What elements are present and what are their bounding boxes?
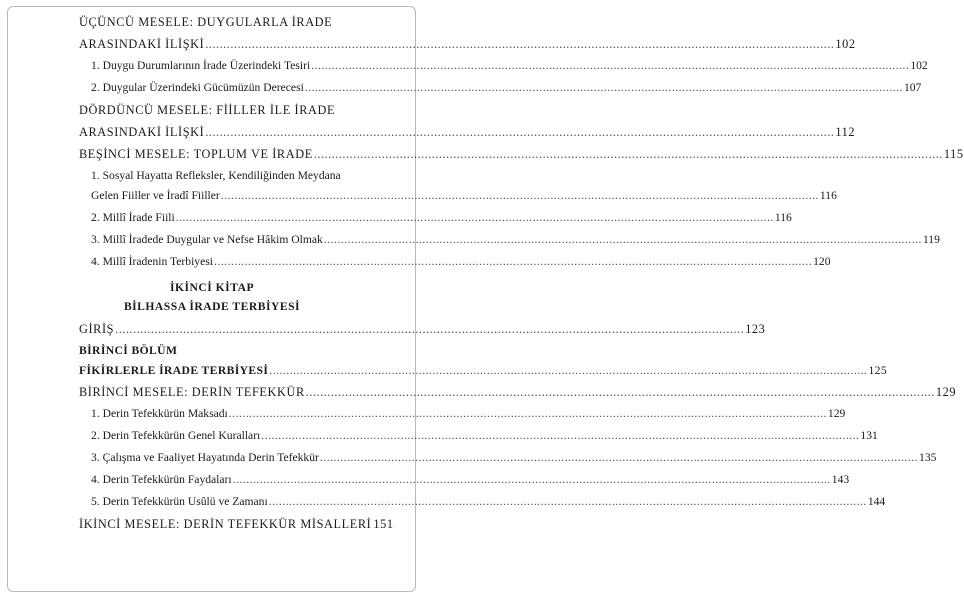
dot-leader: ................................................................................................................................................................................ — [268, 495, 867, 508]
toc-entry-title: 5. Derin Tefekkürün Usûlü ve Zamanı — [91, 495, 268, 508]
toc-entry[interactable] — [91, 407, 846, 420]
dot-leader: ................................................................................................................................................................................ — [213, 255, 813, 268]
toc-entry[interactable] — [91, 59, 928, 72]
toc-page-number: 135 — [919, 451, 937, 464]
toc-page-number: 120 — [813, 255, 831, 268]
toc-entry-title: 1. Sosyal Hayatta Refleksler, Kendiliğinden Meydana — [91, 169, 341, 182]
toc-page-number: 123 — [745, 322, 766, 336]
toc-entry-title: BEŞİNCİ MESELE: TOPLUM VE İRADE — [79, 147, 313, 161]
dot-leader: ................................................................................................................................................................................ — [319, 451, 919, 464]
dot-leader: ................................................................................................................................................................................ — [205, 37, 835, 51]
toc-entry[interactable] — [79, 364, 888, 377]
toc-entry[interactable] — [91, 211, 792, 224]
toc-entry-title: 3. Millî İradede Duygular ve Nefse Hâkim Olmak — [91, 233, 323, 246]
toc-entry-title: FİKİRLERLE İRADE TERBİYESİ — [79, 364, 269, 377]
toc-page-number: 116 — [819, 189, 837, 202]
toc-entry-title: 3. Çalışma ve Faaliyet Hayatında Derin Tefekkür — [91, 451, 319, 464]
dot-leader: ................................................................................................................................................................................ — [313, 147, 943, 161]
toc-entry-title: 1. Derin Tefekkürün Maksadı — [91, 407, 228, 420]
toc-entry[interactable] — [91, 189, 837, 202]
toc-entry[interactable] — [91, 81, 922, 94]
toc-entry[interactable] — [91, 255, 831, 268]
dot-leader: ................................................................................................................................................................................ — [175, 211, 774, 224]
toc-entry[interactable] — [79, 125, 856, 139]
dot-leader: ................................................................................................................................................................................ — [115, 322, 745, 336]
toc-page-number: 112 — [835, 125, 856, 139]
toc-entry[interactable] — [79, 322, 766, 336]
toc-page-number: 131 — [860, 429, 878, 442]
toc-entry-title: ARASINDAKİ İLİŞKİ — [79, 37, 205, 51]
toc-entry[interactable] — [79, 147, 964, 161]
toc-page-number: 102 — [910, 59, 928, 72]
toc-entry-title: ARASINDAKİ İLİŞKİ — [79, 125, 205, 139]
dot-leader: ................................................................................................................................................................................ — [304, 81, 903, 94]
toc-page-number: 102 — [835, 37, 856, 51]
toc-entry-title: BİRİNCİ BÖLÜM — [79, 344, 178, 357]
toc-page-number: 115 — [943, 147, 964, 161]
toc-page-number: 143 — [831, 473, 850, 486]
dot-leader: ................................................................................................................................................................................ — [311, 59, 910, 72]
toc-page-number: 144 — [867, 495, 886, 508]
toc-page-number: 119 — [922, 233, 940, 246]
dot-leader: ................................................................................................................................................................................ — [232, 473, 831, 486]
toc-entry[interactable] — [79, 385, 957, 399]
toc-entry-title: BİRİNCİ MESELE: DERİN TEFEKKÜR — [79, 385, 305, 399]
toc-entry[interactable] — [91, 429, 878, 442]
toc-entry[interactable] — [79, 517, 394, 531]
toc-entry[interactable] — [91, 495, 886, 508]
toc-entry-title: DÖRDÜNCÜ MESELE: FİİLLER İLE İRADE — [79, 103, 336, 117]
dot-leader: ................................................................................................................................................................................ — [323, 233, 922, 246]
toc-entry-title: 1. Duygu Durumlarının İrade Üzerindeki Tesiri — [91, 59, 311, 72]
toc-entry-title: 4. Millî İradenin Terbiyesi — [91, 255, 213, 268]
dot-leader: ................................................................................................................................................................................ — [228, 407, 827, 420]
toc-entry-heading — [79, 16, 332, 28]
dot-leader: ................................................................................................................................................................................ — [205, 125, 835, 139]
dot-leader: ................................................................................................................................................................................ — [269, 364, 868, 377]
toc-page-number: 129 — [935, 385, 957, 399]
toc-entry-title: Gelen Fiiller ve İradî Fiiller — [91, 189, 220, 202]
toc-entry-title: İKİNCİ MESELE: DERİN TEFEKKÜR MİSALLERİ — [79, 517, 372, 531]
toc-entry-title: ÜÇÜNCÜ MESELE: DUYGULARLA İRADE — [79, 15, 333, 29]
toc-entry[interactable] — [91, 451, 937, 464]
toc-page-number: 151 — [373, 517, 394, 531]
toc-page-number: 129 — [827, 407, 846, 420]
toc-page-number: 116 — [774, 211, 792, 224]
section-heading — [79, 345, 177, 357]
toc-entry-heading — [91, 170, 341, 182]
book-title: İKİNCİ KİTAP — [169, 281, 255, 294]
dot-leader: ................................................................................................................................................................................ — [220, 189, 819, 202]
toc-entry[interactable] — [91, 233, 940, 246]
toc-entry-title: GİRİŞ — [79, 322, 115, 336]
toc-page-number: 125 — [868, 364, 888, 377]
toc-entry-title: 2. Millî İrade Fiili — [91, 211, 175, 224]
toc-entry[interactable] — [79, 37, 856, 51]
toc-entry-title: 2. Derin Tefekkürün Genel Kuralları — [91, 429, 261, 442]
toc-entry-heading — [79, 104, 335, 116]
book-subtitle: BİLHASSA İRADE TERBİYESİ — [123, 300, 301, 313]
toc-entry-title: 2. Duygular Üzerindeki Gücümüzün Derecesi — [91, 81, 304, 94]
toc-entry[interactable] — [91, 473, 850, 486]
dot-leader: ................................................................................................................................................................................ — [261, 429, 860, 442]
dot-leader: ................................................................................................................................................................................ — [305, 385, 935, 399]
toc-page-number: 107 — [903, 81, 922, 94]
toc-entry-title: 4. Derin Tefekkürün Faydaları — [91, 473, 232, 486]
